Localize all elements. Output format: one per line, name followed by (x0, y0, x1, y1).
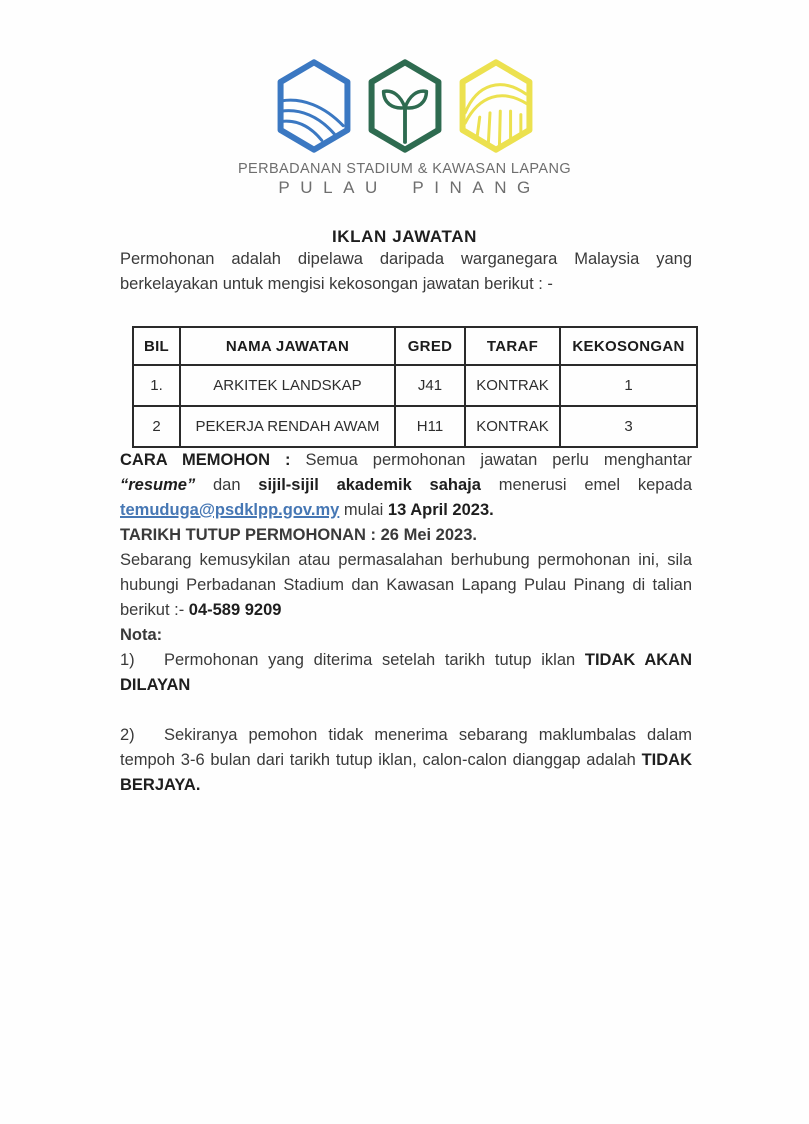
header-nama-jawatan: NAMA JAWATAN (180, 327, 395, 365)
page-title: IKLAN JAWATAN (331, 227, 478, 246)
seedling-hexagon-icon (362, 58, 448, 154)
organization-logo (0, 0, 809, 198)
closing-date-line: TARIKH TUTUP PERMOHONAN : 26 Mei 2023. (120, 526, 477, 544)
header-kekosongan: KEKOSONGAN (560, 327, 697, 365)
nota-item-1 (120, 648, 692, 698)
cell-gred: H11 (395, 406, 465, 447)
nota-item-1-text: Permohonan yang diterima setelah tarikh tutup iklan (164, 651, 585, 669)
header-taraf: TARAF (465, 327, 560, 365)
cara-text-2: dan (195, 476, 259, 494)
document-body (120, 247, 692, 798)
cell-kekosongan: 3 (560, 406, 697, 447)
cara-text-4: mulai (339, 501, 388, 519)
resume-emphasis: “resume” (120, 476, 196, 494)
nota-item-1-emphasis: TIDAK AKAN DILAYAN (120, 651, 692, 694)
header-gred: GRED (395, 327, 465, 365)
how-to-apply-paragraph (120, 448, 692, 523)
nota-item-2 (120, 723, 692, 798)
stadium-hexagon-icon (453, 58, 539, 154)
cara-memohon-label: CARA MEMOHON : (120, 451, 291, 469)
sijil-emphasis: sijil-sijil akademik sahaja (258, 476, 481, 494)
organization-name: PERBADANAN STADIUM & KAWASAN LAPANG (237, 161, 572, 177)
contact-text: Sebarang kemusykilan atau permasalahan berhubung permohonan ini, sila hubungi Perbadanan Stadium dan Kawasan Lapang Pulau Pinang di talian berikut :- (120, 551, 692, 619)
nota-item-2-number: 2) (120, 726, 135, 744)
contact-paragraph (120, 548, 692, 623)
cell-nama-jawatan: PEKERJA RENDAH AWAM (180, 406, 395, 447)
logo-hexagons (0, 58, 809, 154)
table-header-row (133, 327, 697, 365)
vacancies-table (132, 326, 698, 448)
table-row (133, 406, 697, 447)
nota-label: Nota: (120, 626, 163, 644)
nota-item-2-text: Sekiranya pemohon tidak menerima sebarang maklumbalas dalam tempoh 3-6 bulan dari tarikh tutup iklan, calon-calon dianggap adalah (120, 726, 692, 769)
start-date: 13 April 2023. (387, 501, 494, 519)
header-bil: BIL (133, 327, 180, 365)
organization-location: PULAU PINANG (278, 178, 541, 197)
cell-bil: 1. (133, 365, 180, 406)
table-row (133, 365, 697, 406)
cara-text-3: menerusi emel kepada (480, 476, 693, 494)
cell-taraf: KONTRAK (465, 365, 560, 406)
nota-item-1-number: 1) (120, 651, 135, 669)
nota-item-2-emphasis: TIDAK BERJAYA. (120, 751, 692, 794)
intro-paragraph: Permohonan adalah dipelawa daripada warganegara Malaysia yang berkelayakan untuk mengisi kekosongan jawatan berikut : - (120, 250, 692, 293)
phone-number: 04-589 9209 (188, 601, 282, 619)
cell-gred: J41 (395, 365, 465, 406)
field-hexagon-icon (271, 58, 357, 154)
cara-text-1: Semua permohonan jawatan perlu menghantar (290, 451, 692, 469)
cell-taraf: KONTRAK (465, 406, 560, 447)
cell-nama-jawatan: ARKITEK LANDSKAP (180, 365, 395, 406)
cell-kekosongan: 1 (560, 365, 697, 406)
application-email-link[interactable]: temuduga@psdklpp.gov.my (120, 501, 340, 519)
cell-bil: 2 (133, 406, 180, 447)
